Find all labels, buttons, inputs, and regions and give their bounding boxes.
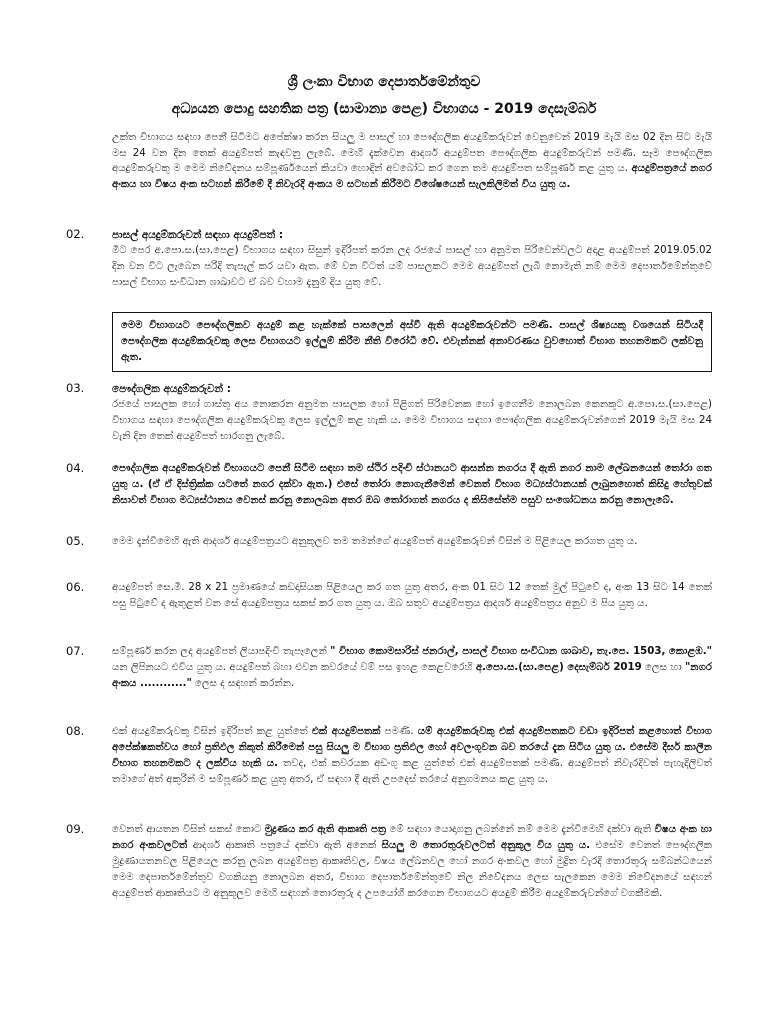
section-number: 08. [66,724,85,738]
section-text: තවද, එක් කවරයක අඩංගු කළ යුත්තේ එක් අයදුම්පතක් පමණි. අයදුම්පත් නිවැරදිවත් පැහැදිලිවත් තමාගේ අත් අකුරින් ම සම්පූර්ණ කළ යුතු අතර, ඒ සඳහා දී ඇති උපදෙස් තරයේ අනුගමනය කළ යුතු ය. [112,758,712,785]
section-heading: පාසල් අයදුම්කරුවන් සඳහා අයදුම්පත් : [112,229,284,241]
section-number: 05. [66,534,85,548]
intro-bold-text: අයදුම්පත්‍රයේ නගර අංකය හා විෂය අංක සටහන් කිරීමේ දී නිවැරදි අංකය ම සටහන් කිරීමට විශේෂයෙන් සැලකිලිමත් විය යුතු ය. [112,163,712,190]
page-subtitle: අධ්‍යයන පොදු සහතික පත්‍ර (සාමාන්‍ය පෙළ) විභාගය - 2019 දෙසැම්බර් [171,101,597,117]
section-text: අයදුම්පත් සෙ.මී. 28 x 21 ප්‍රමාණයේ කඩදාසියක පිළියෙල කර ගත යුතු අතර, අංක 01 සිට 12 තෙක් මුල් පිටුවේ ද, අංක 13 සිට 14 තෙක් පසු පිටුවේ ද ඇතුළත් වන සේ අයදුම්පත්‍රය සකස් කර ගත යුතු ය. ඔබ සතුව අයදුම්පත්‍රය ආදර්ශ අයදුම්පත්‍රය අනුව ම පිය යුතු ය. [112,582,712,609]
emphasis-text: එක් අයදුම්පතක් [311,726,381,737]
section-body [112,381,712,445]
section-text: මේ සඳහා යොදාගනු ලබන්නේ නම් මෙම දැන්වීමෙහි දක්වා ඇති [386,824,655,835]
section-text: මීට පෙර අ.පො.ස.(සා.පෙළ) විභාගය සඳහා සිසුන් ඉදිරිපත් කරන ලද රජයේ පාසල් හා අනුමත පිරිවෙන්වලට අදාළ අයදුම්පත් 2019.05.02 දින වන විට ලැබෙන පරිදි තැපැල් කර යවා ඇත. මේ වන විටත් යම් පාසලකට මෙම අයදුම්පත් ලැබී නොමැති නම් මෙම දෙපාර්තමේන්තුවේ පාසල් විභාග සංවිධාන ශාඛාවට ඒ බව වහාම දැනුම් දිය යුතු වේ. [112,245,712,288]
envelope-label: අ.පො.ස.(සා.පෙළ) දෙසැම්බර් 2019 [475,662,642,673]
section-heading: පෞද්ගලික අයදුම්කරුවන් : [112,383,231,395]
warning-text: යම් අයදුම්කරුවකු එක් අයදුම්පතකට වඩා ඉදිරිපත් කළහොත් විභාග අපේක්ෂකත්වය හෝ ප්‍රතිඵල නිකුත් කිරීමෙන් පසු සියලු ම විභාග ප්‍රතිඵල හෝ අවලංගුවන බව තරයේ දැන සිටිය යුතු ය. එසේම දීර්ඝ කාලීන විභාග තහනමකට ද ලක්විය හැකි ය. [112,726,712,769]
emphasis-text: විෂය අංක හා නගර අංකවලටත් [112,824,712,851]
page-title: ශ්‍රී ලංකා විභාග දෙපාර්තමේන්තුව [287,74,481,90]
section-body [112,227,712,291]
emphasis-text: සියලු ම තොරතුරුවලටත් අනුකූල විය යුතු ය. [381,840,591,851]
section-text: සම්පූර්ණ කරන ලද අයදුම්පත් ලියාපදිංචි තැපෑලෙන් [112,646,331,657]
section-number: 09. [66,822,85,836]
section-text: පමණි. [380,726,418,737]
section-text: මෙම දැන්වීමෙහි ඇති ආදර්ශ අයදුම්පත්‍රයට අනුකූලව තම තමන්ගේ අයදුම්පත් අයදුම්කරුවන් විසින් ම පිළියෙල කරගත යුතු ය. [112,536,638,547]
emphasis-text: මුද්‍රණය කර ඇති ආකෘති පත්‍ර [264,824,387,835]
section-number: 07. [66,644,85,658]
section-text: එසේම වෙනත් පෞද්ගලික මුද්‍රණායතනවල පිළියෙල කරනු ලබන අයදුම්පත්‍ර ආකෘතිවල, විෂය ලේඛනවල හෝ නගර අංකවල හෝ මුද්‍රිත වැරදි තොරතුරු සම්බන්ධයෙන් මෙම දෙපාර්තමේන්තුව වගකියනු නොලබන අතර, විභාග දෙපාර්තමේන්තුවේ නිල නිවේදනය ලෙස සැලකෙන මෙම නිවේදනයේ සඳහන් අයදුම්පත් ආකෘතියට ම අනුකූලව මෙහි සඳහන් තොරතුරු ද උපයෝගී කරගෙන විභාගයට අයදුම් කිරීම අයදුම්කරුවන්ගේ වගකීමකි. [112,840,712,899]
section-body [112,822,712,902]
section-text: ලෙස හා [641,662,685,673]
section-text: ලෙස ද සඳහන් කරන්න. [191,678,295,689]
section-number: 03. [66,381,85,395]
intro-paragraph [112,130,712,192]
notice-box: මෙම විභාගයට පෞද්ගලිකව අයදුම් කළ හැක්කේ පාසලෙන් අස්වී ඇති අයදුම්කරුවන්ට පමණි. පාසල් ශිෂ්‍යයකු වශයෙන් සිටියදී පෞද්ගලික අයදුම්කරුවකු ලෙස විභාගයට ඉල්ලුම් කිරීම නීති විරෝධී වේ. එවැන්නක් අනාවරණය වුවහොත් විභාග තහනමකට ලක්වනු ඇත. [112,312,712,372]
town-number-label: "නගර අංකය ............" [112,662,713,689]
section-text: ආදර්ශ ආකෘති පත්‍රයේ දක්වා ඇති අනෙක් [187,840,382,851]
section-number: 06. [66,580,85,594]
section-text: යන ලිපිනයට එවිය යුතු ය. අයදුම්පත් බහා එවන කවරයේ වම් පස ඉහළ කෙළවරෙහි [112,662,476,673]
section-body [112,724,712,788]
address-text: " විභාග කොමසාරිස් ජනරාල්, පාසල් විභාග සංවිධාන ශාඛාව, තැ.පෙ. 1503, කොළඹ." [330,646,712,657]
intro-text: උක්ත විභාගය සඳහා පෙනී සිටීමට අපේක්ෂා කරන සියලු ම පාසල් හා පෞද්ගලික අයදුම්කරුවන් වෙනුවෙන් 2019 මැයි මස 02 දින සිට මැයි මස 24 වන දින තෙක් අයදුම්පත් කැඳවනු ලැබේ. මෙහි දැක්වෙන ආදර්ශ අයදුම්පත පෞද්ගලික අයදුම්කරුවන් පමණි. සෑම පෞද්ගලික අයදුම්කරුවකු ම මෙම නිවේදනය සම්පූර්ණයෙන් කියවා හොඳින් අවබෝධ කර ගෙන තම අයදුම්පත සම්පූර්ණ කළ යුතු ය. [112,132,712,175]
section-number: 04. [66,461,85,475]
section-text: පෞද්ගලික අයදුම්කරුවන් විභාගයට පෙනී සිටීම සඳහා තම ස්ථිර පදිංචි ස්ථානයට ආසන්න නගරය දී ඇති නගර නාම ලේඛනයෙන් තෝරා ගත යුතු ය. (ඒ ඒ දිස්ත්‍රික්ක යටතේ නගර දක්වා ඇත.) එසේ තෝරා නොගැනීමෙන් වෙනත් විභාග මධ්‍යස්ථානයක් ලැබුනහොත් කිසිදු හේතුවක් නිසාවත් විභාග මධ්‍යස්ථානය වෙනස් කරනු නොලබන අතර ඔබ තෝරාගත් නගරය ද කිසිසේත්ම පසුව සංශෝධනය කරනු නොලැබේ. [112,463,712,506]
section-text: රජයේ පාසලක හෝ ගාස්තු අය නොකරන අනුමත පාසලක හෝ පිළිගත් පිරිවෙනක හෝ ඉගෙනීම නොලබන කෙනකුට අ.පො.ස.(සා.පෙළ) විභාගය සඳහා පෞද්ගලික අයදුම්කරුවකු ලෙස ඉල්ලුම් කළ හැකි ය. මෙම විභාගය සඳහා පෞද්ගලික අයදුම්කරුවන්ගෙන් 2019 මැයි මස 24 වැනි දින තෙක් අයදුම්පත් භාරගනු ලැබේ. [112,399,712,442]
section-text: වෙනත් ආයතන විසින් සකස් කොට [112,824,265,835]
section-text: එක් අයදුම්කරුවකු විසින් ඉදිරිපත් කළ යුත්තේ [112,726,312,737]
section-number: 02. [66,227,85,241]
section-body [112,644,712,692]
